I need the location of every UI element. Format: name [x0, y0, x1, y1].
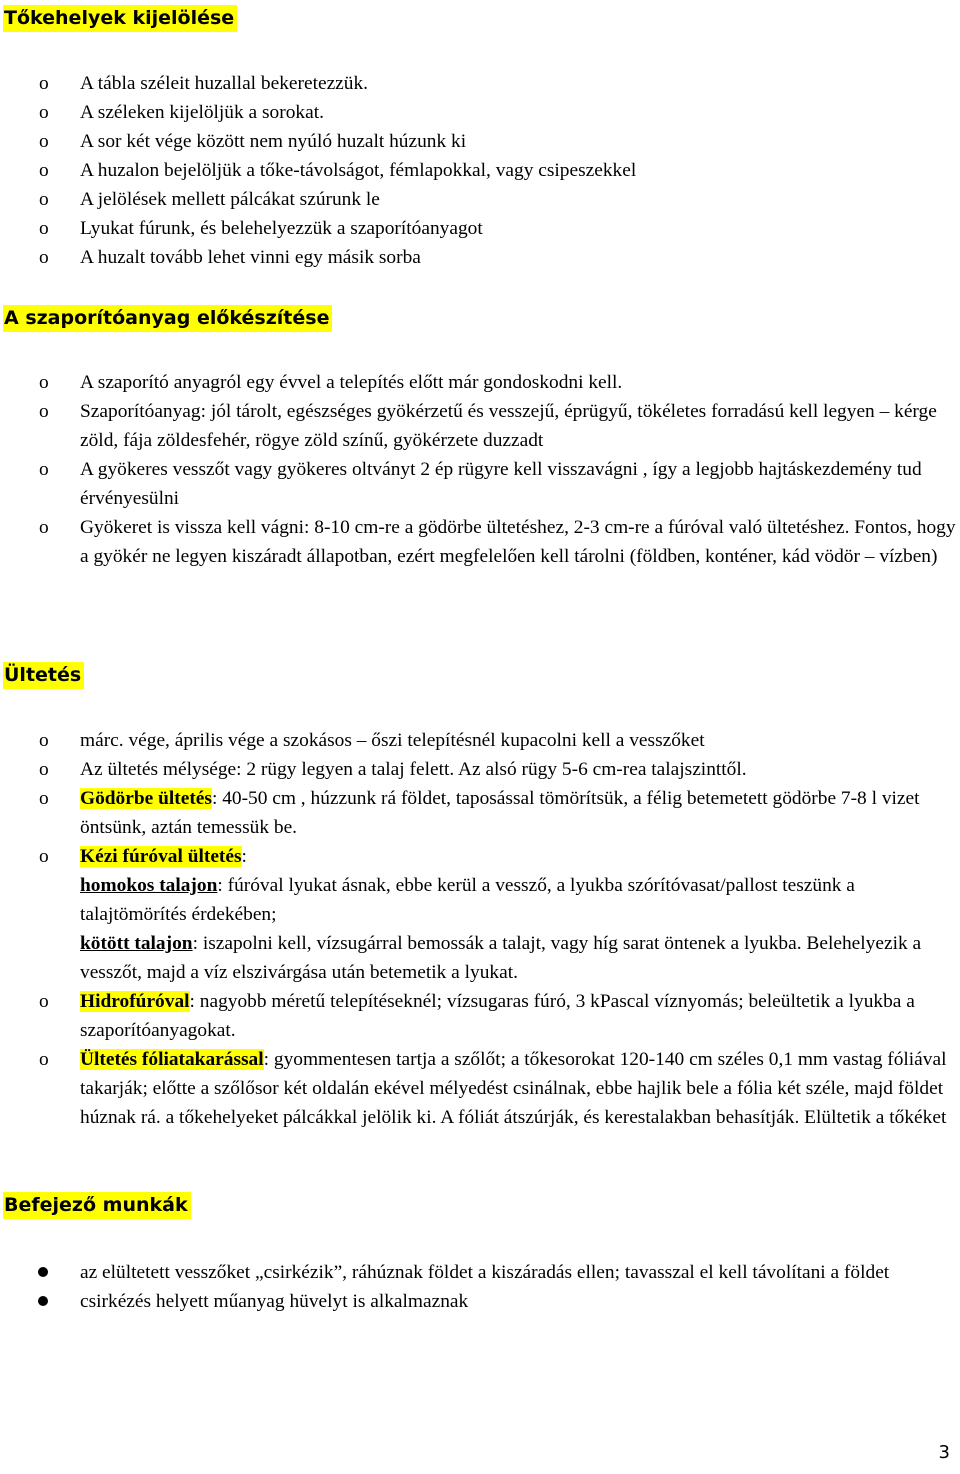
bullet-marker: o	[39, 788, 49, 809]
term-ultetes-foliatakarassal: Ültetés fóliatakarással	[80, 1049, 264, 1070]
list-item: o Gödörbe ültetés: 40-50 cm , húzzunk rá földet, taposással tömörítsük, a félig betemetett gödörbe 7-8 l vizet öntsünk, aztán temessük be.	[0, 784, 960, 842]
bullet-marker: o	[39, 401, 49, 422]
term-kezi-furoval-ultetes: Kézi fúróval ültetés	[80, 846, 242, 867]
bullet-marker: o	[39, 218, 49, 239]
bullet-marker: o	[39, 759, 49, 780]
bullet-dot	[38, 1267, 48, 1277]
heading-szaporitoanyag-elokeszitese: A szaporítóanyag előkészítése	[3, 305, 332, 332]
heading-tokehelyek-kijelolese: Tőkehelyek kijelölése	[3, 5, 237, 32]
bullet-marker: o	[39, 846, 49, 867]
bullet-marker: o	[39, 372, 49, 393]
list-item: az elültetett vesszőket „csirkézik”, ráhúznak földet a kiszáradás ellen; tavasszal el kell távolítani a földet	[0, 1258, 960, 1287]
list-item: o A gyökeres vesszőt vagy gyökeres oltványt 2 ép rügyre kell visszavágni , így a legjobb hajtáskezdemény tud érvényesülni	[0, 455, 960, 513]
bullet-marker: o	[39, 160, 49, 181]
list-item: o Az ültetés mélysége: 2 rügy legyen a talaj felett. Az alsó rügy 5-6 cm-rea talajszinttől.	[0, 755, 960, 784]
list-item: o Szaporítóanyag: jól tárolt, egészséges gyökérzetű és vesszejű, éprügyű, tökéletes forradású kell legyen – kérge zöld, fája zöldesfehér, rögye zöld színű, gyökérzete duzzadt	[0, 397, 960, 455]
list-ultetes	[0, 726, 960, 1132]
bullet-marker: o	[39, 73, 49, 94]
bullet-dot	[38, 1296, 48, 1306]
list-item: o márc. vége, április vége a szokásos – őszi telepítésnél kupacolni kell a vesszőket	[0, 726, 960, 755]
list-item: o A széleken kijelöljük a sorokat.	[0, 98, 960, 127]
bullet-marker: o	[39, 102, 49, 123]
bullet-marker: o	[39, 247, 49, 268]
heading-ultetes: Ültetés	[3, 662, 84, 689]
list-item: o Gyökeret is vissza kell vágni: 8-10 cm-re a gödörbe ültetéshez, 2-3 cm-re a fúróval való ültetéshez. Fontos, hogy a gyökér ne legyen kiszáradt állapotban, ezért megfelelően kell tárolni (földben, konténer, kád vödör – vízben)	[0, 513, 960, 571]
list-befejezo-munkak	[0, 1258, 960, 1316]
sub-kotott-talajon: kötött talajon: iszapolni kell, vízsugárral bemossák a talajt, vagy híg sarat öntenek a lyukba. Belehelyezik a vesszőt, majd a víz elszivárgása után betemetik a lyukat.	[80, 933, 922, 983]
list-item: o Hidrofúróval: nagyobb méretű telepítéseknél; vízsugaras fúró, 3 kPascal víznyomás; beleültetik a lyukba a szaporítóanyagokat.	[0, 987, 960, 1045]
bullet-marker: o	[39, 517, 49, 538]
bullet-marker: o	[39, 189, 49, 210]
term-homokos-talajon: homokos talajon	[80, 875, 218, 896]
list-szaporitoanyag	[0, 368, 960, 571]
bullet-marker: o	[39, 131, 49, 152]
sub-homokos-talajon: homokos talajon: fúróval lyukat ásnak, ebbe kerül a vessző, a lyukba szórítóvasat/pallost teszünk a talajtömörítés érdekében;	[80, 875, 855, 925]
list-item: o Ültetés fóliatakarással: gyommentesen tartja a szőlőt; a tőkesorokat 120-140 cm széles 0,1 mm vastag fóliával takarják; előtte a szőlősor két oldalán ekével mélyedést csinálnak, ebbe hajlik bele a fólia két széle, majd földet húznak rá. a tőkehelyeket pálcákkal jelölik ki. A fóliát átszúrják, és kerestalakban behasítják. Elültetik a tőkéket	[0, 1045, 960, 1132]
list-item: csirkézés helyett műanyag hüvelyt is alkalmaznak	[0, 1287, 960, 1316]
term-kotott-talajon: kötött talajon	[80, 933, 193, 954]
list-item: o A huzalon bejelöljük a tőke-távolságot, fémlapokkal, vagy csipeszekkel	[0, 156, 960, 185]
list-tokehelyek	[0, 69, 960, 272]
term-godorbe-ultetes: Gödörbe ültetés	[80, 788, 212, 809]
list-item: o A jelölések mellett pálcákat szúrunk le	[0, 185, 960, 214]
bullet-marker: o	[39, 459, 49, 480]
bullet-marker: o	[39, 730, 49, 751]
list-item: o Kézi fúróval ültetés: homokos talajon: fúróval lyukat ásnak, ebbe kerül a vessző, a lyukba szórítóvasat/pallost teszünk a talajtömörítés érdekében; kötött talajon: iszapolni kell, vízsugárral bemossák a talajt, vagy híg sarat öntenek a lyukba. Belehelyezik a vesszőt, majd a víz elszivárgása után betemetik a lyukat.	[0, 842, 960, 987]
list-item: o A tábla széleit huzallal bekeretezzük.	[0, 69, 960, 98]
bullet-marker: o	[39, 991, 49, 1012]
list-item: o A szaporító anyagról egy évvel a telepítés előtt már gondoskodni kell.	[0, 368, 960, 397]
page-number: 3	[938, 1442, 950, 1463]
list-item: o A huzalt tovább lehet vinni egy másik sorba	[0, 243, 960, 272]
list-item: o Lyukat fúrunk, és belehelyezzük a szaporítóanyagot	[0, 214, 960, 243]
heading-befejezo-munkak: Befejező munkák	[3, 1192, 191, 1219]
term-hidrofuroval: Hidrofúróval	[80, 991, 190, 1012]
bullet-marker: o	[39, 1049, 49, 1070]
list-item: o A sor két vége között nem nyúló huzalt húzunk ki	[0, 127, 960, 156]
